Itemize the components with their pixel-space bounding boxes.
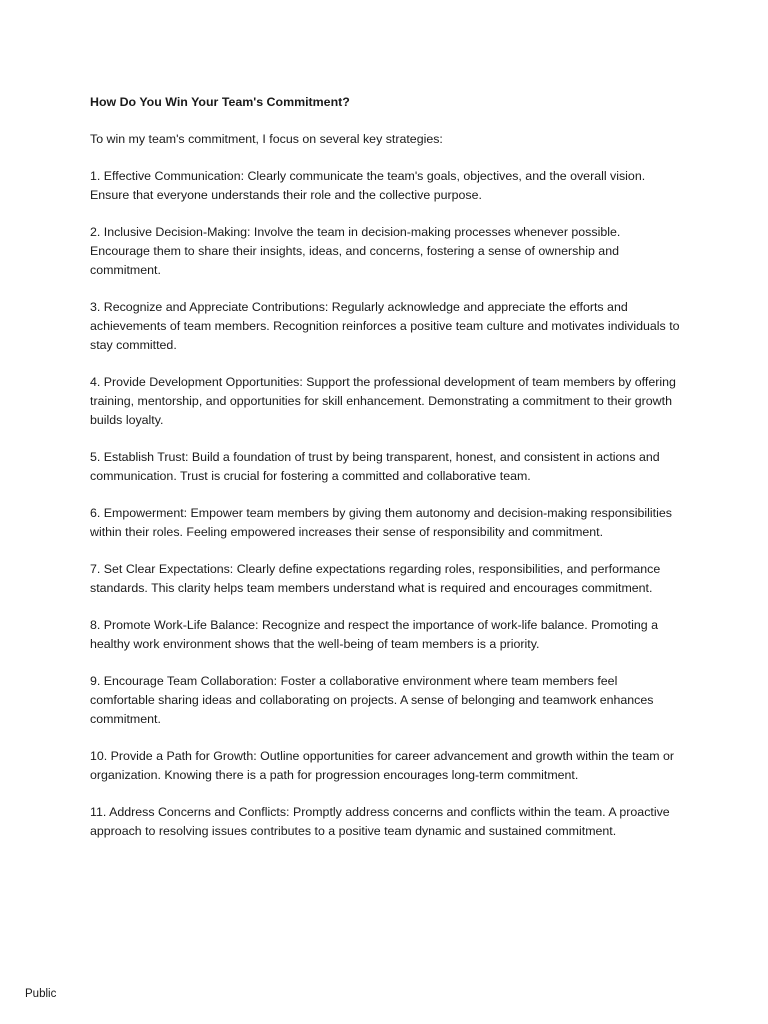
strategy-item-2: 2. Inclusive Decision-Making: Involve the team in decision-making processes whenever possible. Encourage them to share their insights, ideas, and concerns, fostering a sense of ownership and commitment. [90, 225, 621, 277]
intro-paragraph: To win my team's commitment, I focus on several key strategies: [90, 132, 443, 146]
strategy-item-1: 1. Effective Communication: Clearly communicate the team's goals, objectives, and the overall vision. Ensure that everyone understands their role and the collective purpose. [90, 169, 646, 202]
strategy-item-6: 6. Empowerment: Empower team members by giving them autonomy and decision-making responsibilities within their roles. Feeling empowered increases their sense of responsibility and commitment. [90, 506, 672, 539]
strategy-item-3: 3. Recognize and Appreciate Contributions: Regularly acknowledge and appreciate the efforts and achievements of team members. Recognition reinforces a positive team culture and motivates individuals to stay committed. [90, 300, 680, 352]
classification-label: Public [25, 988, 57, 1000]
document-body [90, 93, 680, 859]
strategy-item-11: 11. Address Concerns and Conflicts: Promptly address concerns and conflicts within the team. A proactive approach to resolving issues contributes to a positive team dynamic and sustained commitment. [90, 805, 670, 838]
strategy-item-4: 4. Provide Development Opportunities: Support the professional development of team members by offering training, mentorship, and opportunities for skill enhancement. Demonstrating a commitment to their growth builds loyalty. [90, 375, 676, 427]
strategy-item-5: 5. Establish Trust: Build a foundation of trust by being transparent, honest, and consistent in actions and communication. Trust is crucial for fostering a committed and collaborative team. [90, 450, 660, 483]
strategy-item-8: 8. Promote Work-Life Balance: Recognize and respect the importance of work-life balance. Promoting a healthy work environment shows that the well-being of team members is a priority. [90, 618, 658, 651]
strategy-item-9: 9. Encourage Team Collaboration: Foster a collaborative environment where team members feel comfortable sharing ideas and collaborating on projects. A sense of belonging and teamwork enhances commitment. [90, 674, 654, 726]
document-title: How Do You Win Your Team's Commitment? [90, 95, 350, 109]
strategy-item-7: 7. Set Clear Expectations: Clearly define expectations regarding roles, responsibilities, and performance standards. This clarity helps team members understand what is required and encourages commitment. [90, 562, 661, 595]
strategy-item-10: 10. Provide a Path for Growth: Outline opportunities for career advancement and growth within the team or organization. Knowing there is a path for progression encourages long-term commitment. [90, 749, 675, 782]
